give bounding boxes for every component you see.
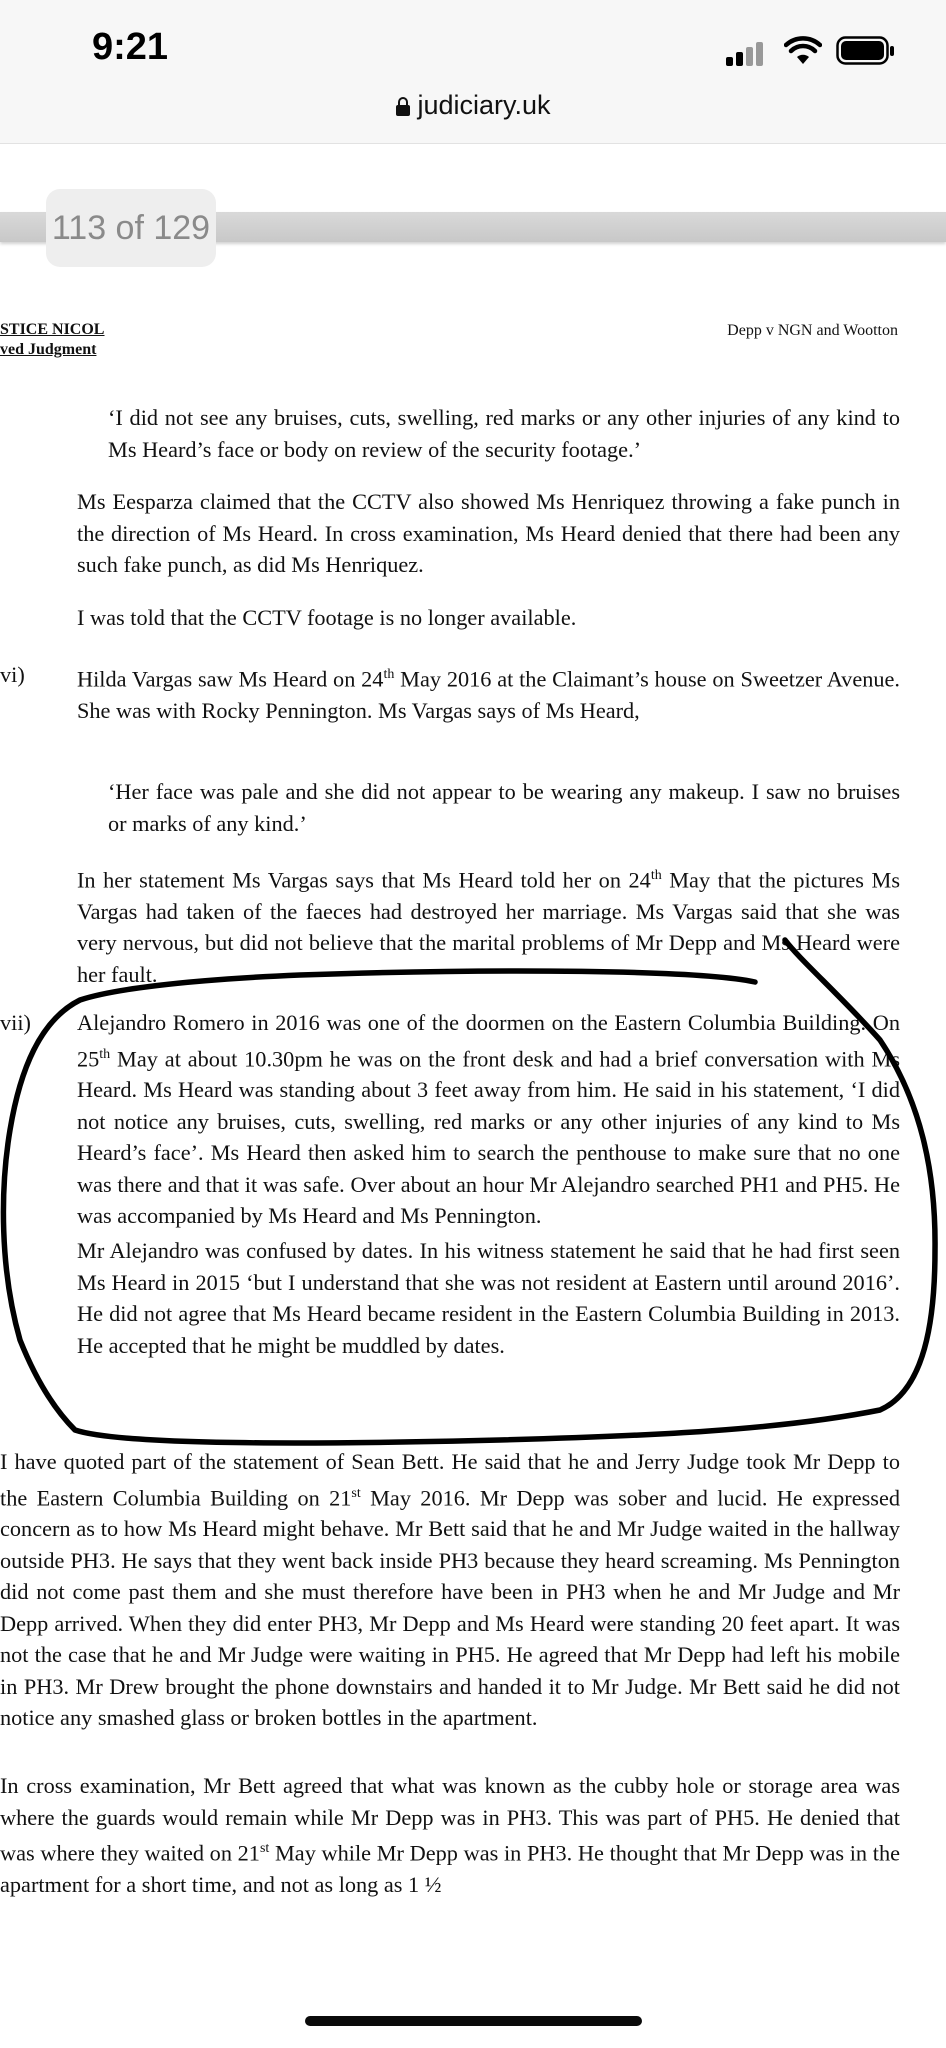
item-number-vii: vii): [0, 1010, 31, 1035]
browser-chrome: [0, 0, 946, 144]
paragraph-cross-examination: In cross examination, Mr Bett agreed that what was known as the cubby hole or storage area was where the guards would remain while Mr Depp was in PH3. This was part of PH5. He denied that was where they waited on 21st May while Mr Depp was in PH3. He thought that Mr Depp was in the apartment for a short time, and not as long as 1 ½: [0, 1773, 900, 1897]
page-counter: 113 of 129: [46, 189, 216, 267]
lock-icon: [395, 96, 411, 116]
paragraph-romero: Alejandro Romero in 2016 was one of the doormen on the Eastern Columbia Building. On 25th May at about 10.30pm he was on the front desk and had a brief conversation with Ms Heard. Ms Heard was standing about 3 feet away from him. He said in his statement, ‘I did not notice any bruises, cuts, swelling, red marks or any other injuries of any kind to Ms Heard’s face’. Ms Heard then asked him to search the penthouse to make sure that no one was there and that it was safe. Over about an hour Mr Alejandro searched PH1 and PH5. He was accompanied by Ms Heard and Ms Pennington.: [77, 1010, 900, 1229]
paragraph-alejandro: Mr Alejandro was confused by dates. In his witness statement he said that he had first seen Ms Heard in 2015 ‘but I understand that she was not resident at Eastern until around 2016’. He did not agree that Ms Heard became resident in the Eastern Columbia Building in 2013. He accepted that he might be muddled by dates.: [77, 1238, 900, 1358]
quote-vargas: ‘Her face was pale and she did not appear to be wearing any makeup. I saw no bruises or marks of any kind.’: [108, 779, 900, 836]
case-title: Depp v NGN and Wootton: [727, 322, 898, 339]
battery-icon: [836, 36, 896, 66]
paragraph-cctv: I was told that the CCTV footage is no longer available.: [77, 605, 577, 630]
paragraph-bett: I have quoted part of the statement of Sean Bett. He said that he and Jerry Judge took Mr Depp to the Eastern Columbia Building on 21st May 2016. Mr Depp was sober and lucid. He expressed concern as to how Ms Heard might behave. Mr Bett said that he and Mr Judge waited in the hallway outside PH3. He says that they went back inside PH3 because they heard screaming. Ms Pennington did not come past them and she must therefore have been in PH3 when he and Mr Judge and Mr Depp arrived. When they did enter PH3, Mr Depp and Ms Heard were standing 20 feet apart. It was not the case that he and Mr Judge were waiting in PH5. He agreed that Mr Depp had left his mobile in PH3. Mr Drew brought the phone downstairs and handed it to Mr Judge. Mr Bett said he did not notice any smashed glass or broken bottles in the apartment.: [0, 1449, 900, 1731]
url-text: judiciary.uk: [417, 90, 551, 120]
quote-security-footage: ‘I did not see any bruises, cuts, swelling, red marks or any other injuries of any kind to Ms Heard’s face or body on review of the security footage.’: [108, 405, 900, 462]
judgment-header-left: [0, 320, 104, 360]
address-bar[interactable]: [0, 90, 946, 121]
paragraph-vargas-statement: In her statement Ms Vargas says that Ms Heard told her on 24th May that the pictures Ms Vargas had taken of the faeces had destroyed her marriage. Ms Vargas said that she was very nervous, but did not believe that the marital problems of Mr Depp and Ms Heard were her fault.: [77, 867, 900, 987]
home-indicator[interactable]: [305, 2016, 642, 2026]
judgment-type: ved Judgment: [0, 341, 97, 358]
judge-name: STICE NICOL: [0, 321, 105, 338]
status-time: 9:21: [92, 26, 169, 68]
paragraph-eesparza: Ms Eesparza claimed that the CCTV also showed Ms Henriquez throwing a fake punch in the direction of Ms Heard. In cross examination, Ms Heard denied that there had been any such fake punch, as did Ms Henriquez.: [77, 489, 900, 577]
paragraph-vargas: Hilda Vargas saw Ms Heard on 24th May 2016 at the Claimant’s house on Sweetzer Avenue. She was with Rocky Pennington. Ms Vargas says of Ms Heard,: [77, 666, 900, 723]
item-number-vi: vi): [0, 662, 25, 687]
cellular-signal-icon: [726, 38, 766, 66]
wifi-icon: [784, 36, 822, 66]
